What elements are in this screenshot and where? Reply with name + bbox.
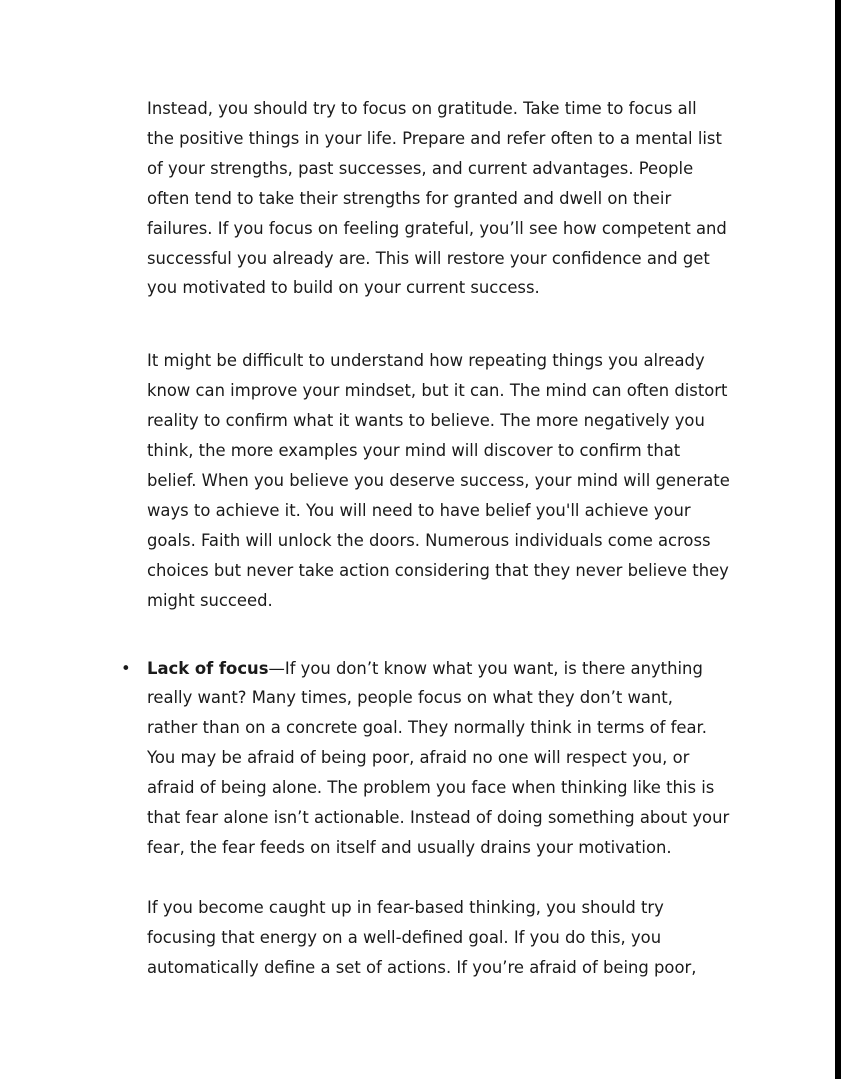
bullet-heading: Lack of focus [147, 658, 269, 678]
text-line: reality to confirm what it wants to believe. The more negatively you [147, 411, 705, 431]
text-line: that fear alone isn’t actionable. Instead of doing something about your [147, 808, 730, 828]
paragraph-spacer [147, 863, 747, 893]
document-body [121, 94, 747, 983]
text-line: think, the more examples your mind will discover to confirm that [147, 441, 681, 461]
text-line: afraid of being alone. The problem you face when thinking like this is [147, 778, 715, 798]
text-line: automatically define a set of actions. If you’re afraid of being poor, [147, 957, 697, 977]
paragraph-mindset [147, 346, 747, 615]
text-line: failures. If you focus on feeling grateful, you’ll see how competent and [147, 218, 727, 238]
text-line: belief. When you believe you deserve success, your mind will generate [147, 470, 730, 490]
bullet-item-lack-of-focus [121, 654, 747, 863]
paragraph-spacer [147, 303, 747, 346]
text-line: If you become caught up in fear-based thinking, you should try [147, 897, 664, 917]
text-line: Instead, you should try to focus on gratitude. Take time to focus all [147, 99, 697, 118]
right-edge-bar [835, 0, 841, 1079]
text-line: successful you already are. This will restore your confidence and get [147, 248, 710, 268]
text-line: choices but never take action considering that they never believe they [147, 560, 729, 580]
text-line: It might be difficult to understand how repeating things you already [147, 351, 705, 371]
text-line: you motivated to build on your current success. [147, 278, 540, 298]
text-line: focusing that energy on a well-defined goal. If you do this, you [147, 927, 662, 947]
text-line [147, 654, 747, 684]
text-line: might succeed. [147, 590, 273, 610]
text-line: goals. Faith will unlock the doors. Numerous individuals come across [147, 530, 711, 550]
text-line: really want? Many times, people focus on what they don’t want, [147, 688, 673, 708]
text-line: often tend to take their strengths for granted and dwell on their [147, 188, 672, 208]
paragraph-spacer [147, 616, 747, 654]
text-line: of your strengths, past successes, and current advantages. People [147, 158, 694, 178]
text-line: rather than on a concrete goal. They normally think in terms of fear. [147, 718, 707, 738]
text-line: know can improve your mindset, but it can. The mind can often distort [147, 381, 728, 401]
paragraph-fear-based [147, 893, 747, 983]
text-line: the positive things in your life. Prepare and refer often to a mental list [147, 128, 722, 148]
bullet-marker: • [121, 658, 131, 678]
paragraph-lack-of-focus [147, 654, 747, 863]
text-fragment: —If you don’t know what you want, is there anything [268, 658, 703, 678]
text-line: fear, the fear feeds on itself and usually drains your motivation. [147, 837, 672, 857]
text-line: You may be afraid of being poor, afraid no one will respect you, or [147, 748, 690, 768]
paragraph-gratitude [147, 94, 747, 303]
text-line: ways to achieve it. You will need to have belief you'll achieve your [147, 500, 691, 520]
